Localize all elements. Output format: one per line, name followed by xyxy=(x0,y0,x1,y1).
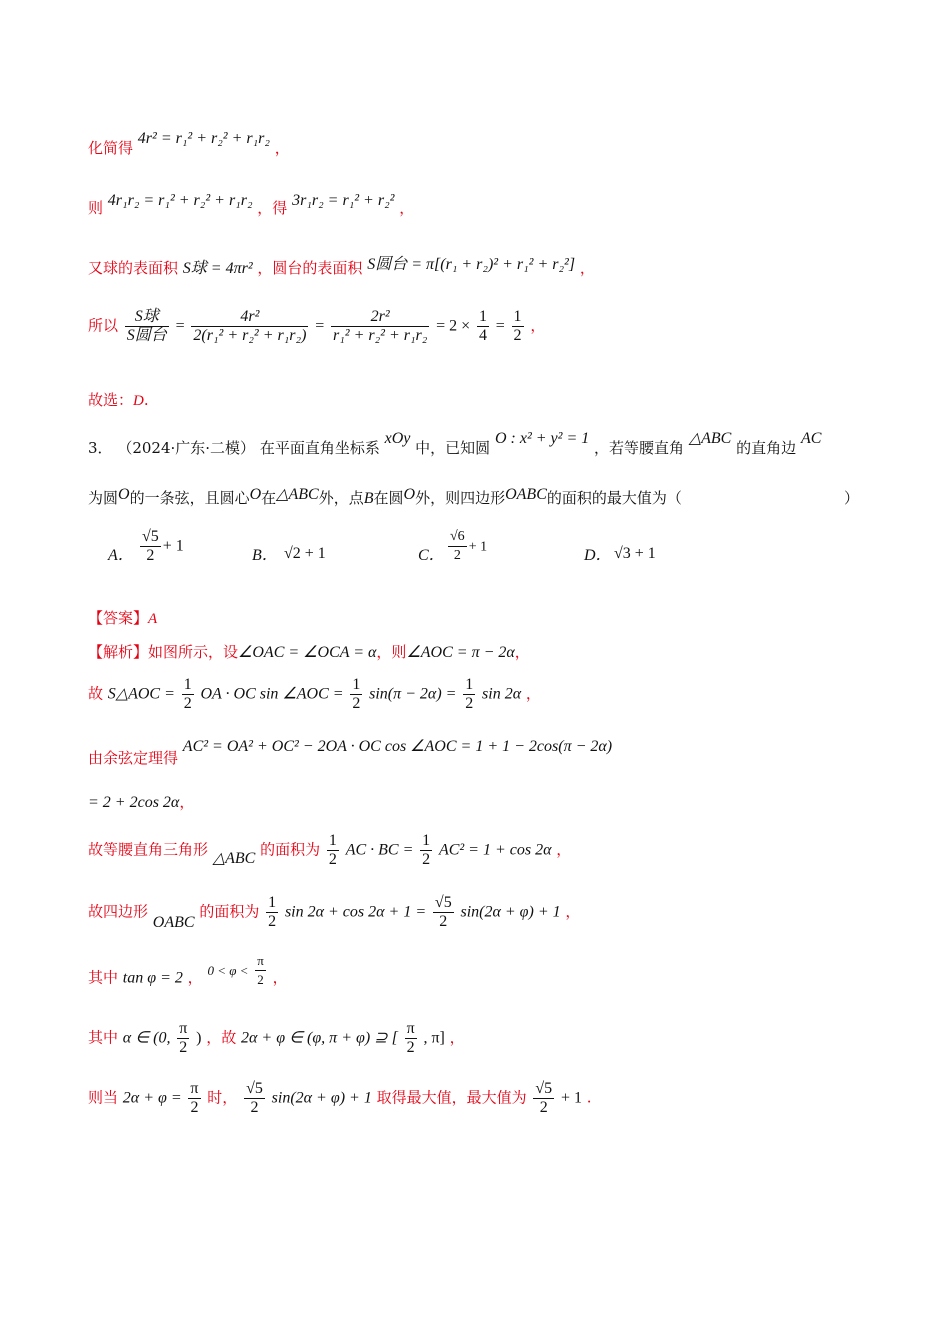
text: 中，已知圆 xyxy=(415,439,491,457)
text: 的直角边 xyxy=(736,439,797,457)
math-expr: AC² = 1 + cos 2α xyxy=(438,841,552,859)
question-number: 3． xyxy=(88,439,113,457)
fraction xyxy=(191,308,308,345)
answer-tag: 【答案】 xyxy=(88,609,149,627)
option-a-value[interactable] xyxy=(138,528,184,565)
numerator: √5 xyxy=(246,1080,263,1097)
fraction xyxy=(533,1080,554,1117)
fraction xyxy=(433,894,454,931)
math-expr: △ABC xyxy=(212,849,256,867)
numerator: 1 xyxy=(352,676,361,693)
line-then xyxy=(88,192,415,219)
numerator: √5 xyxy=(434,894,452,911)
text: 如图所示，设 xyxy=(148,643,239,661)
text: ， xyxy=(556,840,572,859)
numerator: 1 xyxy=(478,308,487,325)
text: 故选： xyxy=(88,391,134,409)
denominator: S圆台 xyxy=(126,327,167,344)
math-expr: α ∈ (0, xyxy=(122,1029,171,1047)
line-surface-areas xyxy=(88,258,595,279)
text: 其中 xyxy=(88,968,119,987)
solution-line-8 xyxy=(88,1020,465,1057)
math-expr: 3r₁r₂ = r₁² + r₂² xyxy=(292,192,395,209)
denominator: 2 xyxy=(250,1099,259,1116)
numerator: √6 xyxy=(448,528,467,547)
text: 则 xyxy=(88,199,104,217)
math-expr: = 2 + 2cos 2α xyxy=(88,794,180,811)
text: 在平面直角坐标系 xyxy=(259,439,380,457)
denominator: r₁² + r₂² + r₁r₂ xyxy=(333,327,428,344)
fraction xyxy=(182,676,194,713)
math-expr: OA · OC sin ∠AOC = xyxy=(200,685,344,703)
denominator: 2 xyxy=(146,547,155,564)
text: 化简得 xyxy=(88,139,134,157)
fraction xyxy=(244,1080,265,1117)
numerator: √5 xyxy=(535,1080,553,1097)
text: ， xyxy=(530,316,546,335)
denominator: 4 xyxy=(478,327,487,344)
math-expr: + 1 xyxy=(468,539,488,555)
text: 在圆 xyxy=(373,489,404,507)
math-expr: 0 < φ < xyxy=(207,962,249,978)
text: 由余弦定理得 xyxy=(88,749,179,767)
numerator: π xyxy=(190,1080,199,1097)
solution-line-2 xyxy=(88,676,541,713)
solution-tag: 【解析】 xyxy=(88,643,149,661)
denominator: 2 xyxy=(352,695,361,712)
denominator: 2 xyxy=(539,1099,548,1116)
option-c-label[interactable]: C． xyxy=(418,547,445,564)
math-expr: 4r₁r₂ = r₁² + r₂² + r₁r₂ xyxy=(107,192,253,209)
line-ratio xyxy=(88,308,545,345)
fraction xyxy=(266,894,278,931)
option-d-label[interactable]: D． xyxy=(584,547,612,564)
denominator: 2 xyxy=(406,1039,415,1056)
denominator: 2 xyxy=(328,851,337,868)
denominator: 2 xyxy=(453,548,461,563)
text: ，得 xyxy=(257,199,288,217)
fraction xyxy=(255,952,266,989)
denominator: 2 xyxy=(422,851,431,868)
text: ， xyxy=(579,259,595,277)
text: ， xyxy=(514,643,530,661)
numerator: √5 xyxy=(142,528,159,545)
solution-line-7 xyxy=(88,953,288,997)
math-expr: + 1 xyxy=(560,1089,582,1107)
question-line-1 xyxy=(88,430,822,459)
math-expr: sin(2α + φ) + 1 xyxy=(460,903,561,921)
numerator: 1 xyxy=(328,832,337,849)
numerator: 1 xyxy=(465,676,474,693)
text: 时， xyxy=(207,1088,238,1107)
text: 的面积的最大值为（ xyxy=(546,489,682,507)
math-expr: 4r² = r₁² + r₂² + r₁r₂ xyxy=(137,130,270,147)
option-b-value[interactable]: √2 + 1 xyxy=(284,545,326,562)
text: ， xyxy=(449,1028,465,1047)
text: . xyxy=(586,1088,592,1107)
equals: = xyxy=(495,317,505,335)
solution-line-6 xyxy=(88,894,580,931)
text: ， xyxy=(565,902,581,921)
fraction xyxy=(463,676,475,713)
math-expr: △ABC xyxy=(276,486,319,503)
text: ， xyxy=(179,793,195,811)
text: . xyxy=(143,391,149,409)
question-source: （2024·广东·二模） xyxy=(117,439,256,457)
text: ，若等腰直角 xyxy=(594,439,685,457)
math-expr: OABC xyxy=(505,486,547,503)
question-line-2 xyxy=(88,488,858,509)
numerator: 2r² xyxy=(331,308,429,327)
fraction xyxy=(350,676,362,713)
text: 则当 xyxy=(88,1088,119,1107)
math-expr: + 1 xyxy=(162,537,184,555)
math-expr: ∠AOC = π − 2α xyxy=(406,644,515,661)
numerator: 1 xyxy=(268,894,277,911)
text: 故等腰直角三角形 xyxy=(88,840,209,859)
math-expr: △ABC xyxy=(688,430,732,447)
text: 在 xyxy=(261,489,277,507)
denominator: 2 xyxy=(190,1099,199,1116)
fraction xyxy=(331,308,429,345)
math-expr: xOy xyxy=(384,430,411,447)
math-expr: AC · BC = xyxy=(345,841,414,859)
answer-value: A xyxy=(148,611,158,627)
math-expr: 2α + φ ∈ (φ, π + φ) ⊇ [ xyxy=(241,1029,398,1047)
answer-letter: D xyxy=(133,393,144,409)
math-expr: B xyxy=(363,490,374,507)
line-simplify xyxy=(88,130,290,159)
text: ） xyxy=(844,489,860,507)
denominator: 2 xyxy=(257,972,264,987)
fraction xyxy=(177,1020,189,1057)
equals: = xyxy=(175,317,185,335)
text: 所以 xyxy=(88,316,119,335)
math-expr: = 2 × xyxy=(436,317,471,335)
fraction xyxy=(420,832,432,869)
denominator: 2 xyxy=(439,913,448,930)
fraction xyxy=(448,528,467,565)
math-expr: S△AOC = xyxy=(107,685,175,703)
text: 取得最大值，最大值为 xyxy=(376,1088,527,1107)
text: ，则 xyxy=(376,643,407,661)
numerator: 1 xyxy=(422,832,431,849)
text: 外，点 xyxy=(318,489,364,507)
text: 故四边形 xyxy=(88,902,149,921)
denominator: 2(r₁² + r₂² + r₁r₂) xyxy=(193,327,307,344)
text: 的面积为 xyxy=(260,840,321,859)
text: 又球的表面积 xyxy=(88,259,179,277)
math-expr: OABC xyxy=(152,913,195,931)
math-expr: 2α + φ = xyxy=(122,1089,182,1107)
solution-line-9 xyxy=(88,1080,592,1117)
numerator: S球 xyxy=(125,308,169,327)
fraction xyxy=(125,308,169,345)
text: ， xyxy=(525,684,541,703)
math-expr: O xyxy=(403,486,416,503)
fraction xyxy=(140,528,161,565)
text: 为圆 xyxy=(88,489,119,507)
math-expr: S球 = 4πr² xyxy=(182,260,253,277)
text: ， xyxy=(399,199,415,217)
solution-line-5 xyxy=(88,832,571,869)
fraction xyxy=(327,832,339,869)
math-expr: O xyxy=(249,486,262,503)
solution-line-3 xyxy=(88,738,613,769)
equals: = xyxy=(315,317,325,335)
text: 故 xyxy=(88,684,104,703)
math-expr: tan φ = 2 xyxy=(122,969,183,987)
solution-line-1 xyxy=(88,642,530,663)
fraction xyxy=(188,1080,200,1117)
option-b-label[interactable]: B． xyxy=(252,547,278,564)
fraction xyxy=(405,1020,417,1057)
math-expr: sin 2α xyxy=(482,685,522,703)
text: ， xyxy=(187,968,203,987)
denominator: 2 xyxy=(268,913,277,930)
numerator: π xyxy=(179,1020,188,1037)
option-d-value[interactable]: √3 + 1 xyxy=(614,545,656,562)
text: ，故 xyxy=(206,1028,237,1047)
math-expr: O : x² + y² = 1 xyxy=(494,430,590,447)
fraction xyxy=(477,308,489,345)
fraction xyxy=(512,308,524,345)
math-expr: sin(2α + φ) + 1 xyxy=(271,1089,372,1107)
text: ， xyxy=(274,139,290,157)
text: 外，则四边形 xyxy=(415,489,506,507)
denominator: 2 xyxy=(179,1039,188,1056)
line-choice xyxy=(88,390,149,411)
text: 的面积为 xyxy=(199,902,260,921)
denominator: 2 xyxy=(465,695,474,712)
math-expr: ) xyxy=(196,1029,202,1047)
text: 的一条弦，且圆心 xyxy=(129,489,250,507)
math-expr: S圆台 = π[(r₁ + r₂)² + r₁² + r₂²] xyxy=(367,256,576,273)
math-expr: ∠OAC = ∠OCA = α xyxy=(238,644,377,661)
option-a-label[interactable]: A． xyxy=(108,547,134,564)
math-expr: sin(π − 2α) = xyxy=(369,685,457,703)
math-expr: AC² = OA² + OC² − 2OA · OC cos ∠AOC = 1 + 1 − 2cos(π − 2α) xyxy=(182,738,613,755)
numerator: π xyxy=(255,952,266,971)
text: ， xyxy=(272,968,288,987)
denominator: 2 xyxy=(183,695,192,712)
text: ，圆台的表面积 xyxy=(257,259,363,277)
denominator: 2 xyxy=(513,327,522,344)
solution-line-4 xyxy=(88,792,194,813)
math-expr: O xyxy=(118,486,130,503)
math-expr: AC xyxy=(800,430,822,447)
numerator: 4r² xyxy=(191,308,308,327)
text: 其中 xyxy=(88,1028,119,1047)
answer-line xyxy=(88,608,157,629)
numerator: π xyxy=(406,1020,415,1037)
math-expr: sin 2α + cos 2α + 1 = xyxy=(284,903,427,921)
math-expr: , π] xyxy=(423,1029,445,1047)
numerator: 1 xyxy=(513,308,522,325)
numerator: 1 xyxy=(183,676,192,693)
option-c-value[interactable] xyxy=(446,528,487,565)
